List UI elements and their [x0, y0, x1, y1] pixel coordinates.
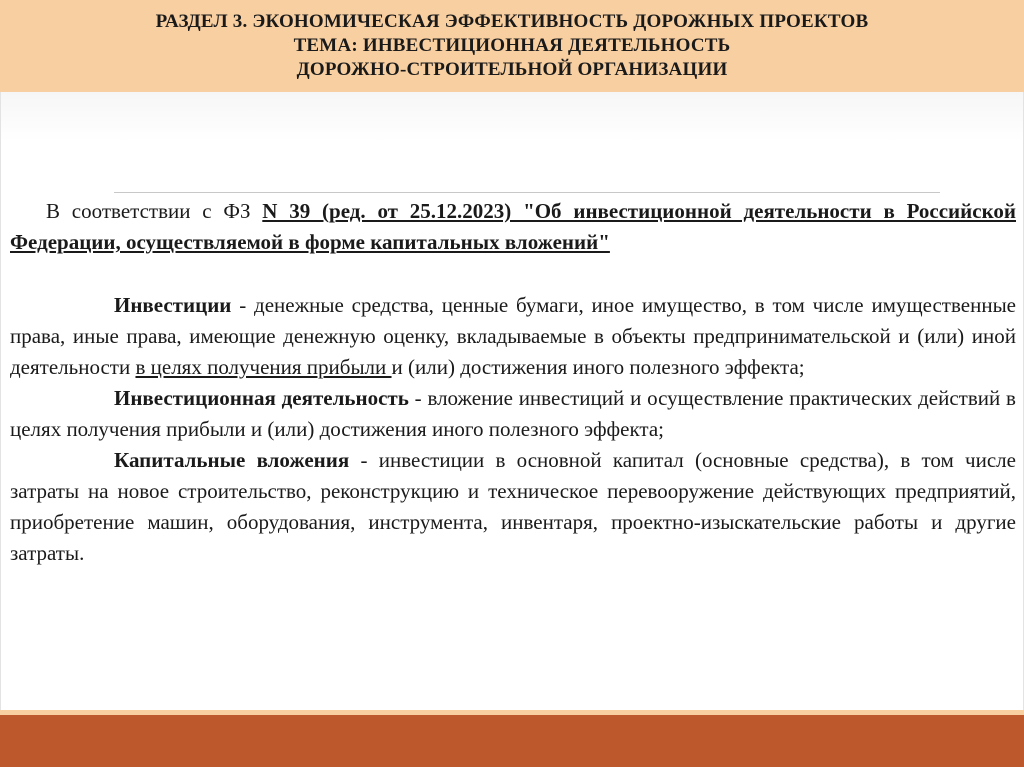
definition-investments: [10, 290, 1016, 383]
law-intro-paragraph: [10, 196, 1016, 258]
topic-title: ТЕМА: ИНВЕСТИЦИОННАЯ ДЕЯТЕЛЬНОСТЬ: [293, 35, 731, 56]
definition-text: - инвестиции в основной капитал (основные средства), в том числе затраты на новое строительство, реконструкцию и техническое перевооружение действующих предприятий, приобретение машин, оборудования, инструмента, инвентаря, проектно-изыскательские работы и другие затраты.: [10, 448, 1016, 565]
definition-term: Инвестиции: [114, 293, 232, 317]
footer-bar: [0, 715, 1024, 767]
topic-title-continued: ДОРОЖНО-СТРОИТЕЛЬНОЙ ОРГАНИЗАЦИИ: [296, 59, 728, 80]
spacer: [10, 258, 1016, 290]
slide-body: [10, 196, 1016, 569]
slide-header: [0, 0, 1024, 92]
definition-capital-investments: [10, 445, 1016, 569]
definition-text: - вложение инвестиций и осуществление практических действий в целях получения прибыли и (или) достижения иного полезного эффекта;: [10, 386, 1016, 441]
definition-text-continued: и (или) достижения иного полезного эффекта;: [391, 355, 805, 379]
definition-investment-activity: [10, 383, 1016, 445]
law-reference: N 39 (ред. от 25.12.2023) "Об инвестиционной деятельности в Российской Федерации, осуществляемой в форме капитальных вложений": [10, 199, 1016, 254]
definition-underlined-text: в целях получения прибыли: [135, 355, 392, 379]
content-divider: [114, 192, 940, 193]
section-title: РАЗДЕЛ 3. ЭКОНОМИЧЕСКАЯ ЭФФЕКТИВНОСТЬ ДОРОЖНЫХ ПРОЕКТОВ: [155, 11, 869, 32]
definition-term: Капитальные вложения: [114, 448, 350, 472]
definition-text: - денежные средства, ценные бумаги, иное имущество, в том числе имущественные права, иные права, имеющие денежную оценку, вкладываемые в объекты предпринимательской и (или) иной деятельности: [10, 293, 1016, 379]
definition-term: Инвестиционная деятельность: [114, 386, 409, 410]
intro-prefix: В соответствии с ФЗ: [46, 199, 263, 223]
